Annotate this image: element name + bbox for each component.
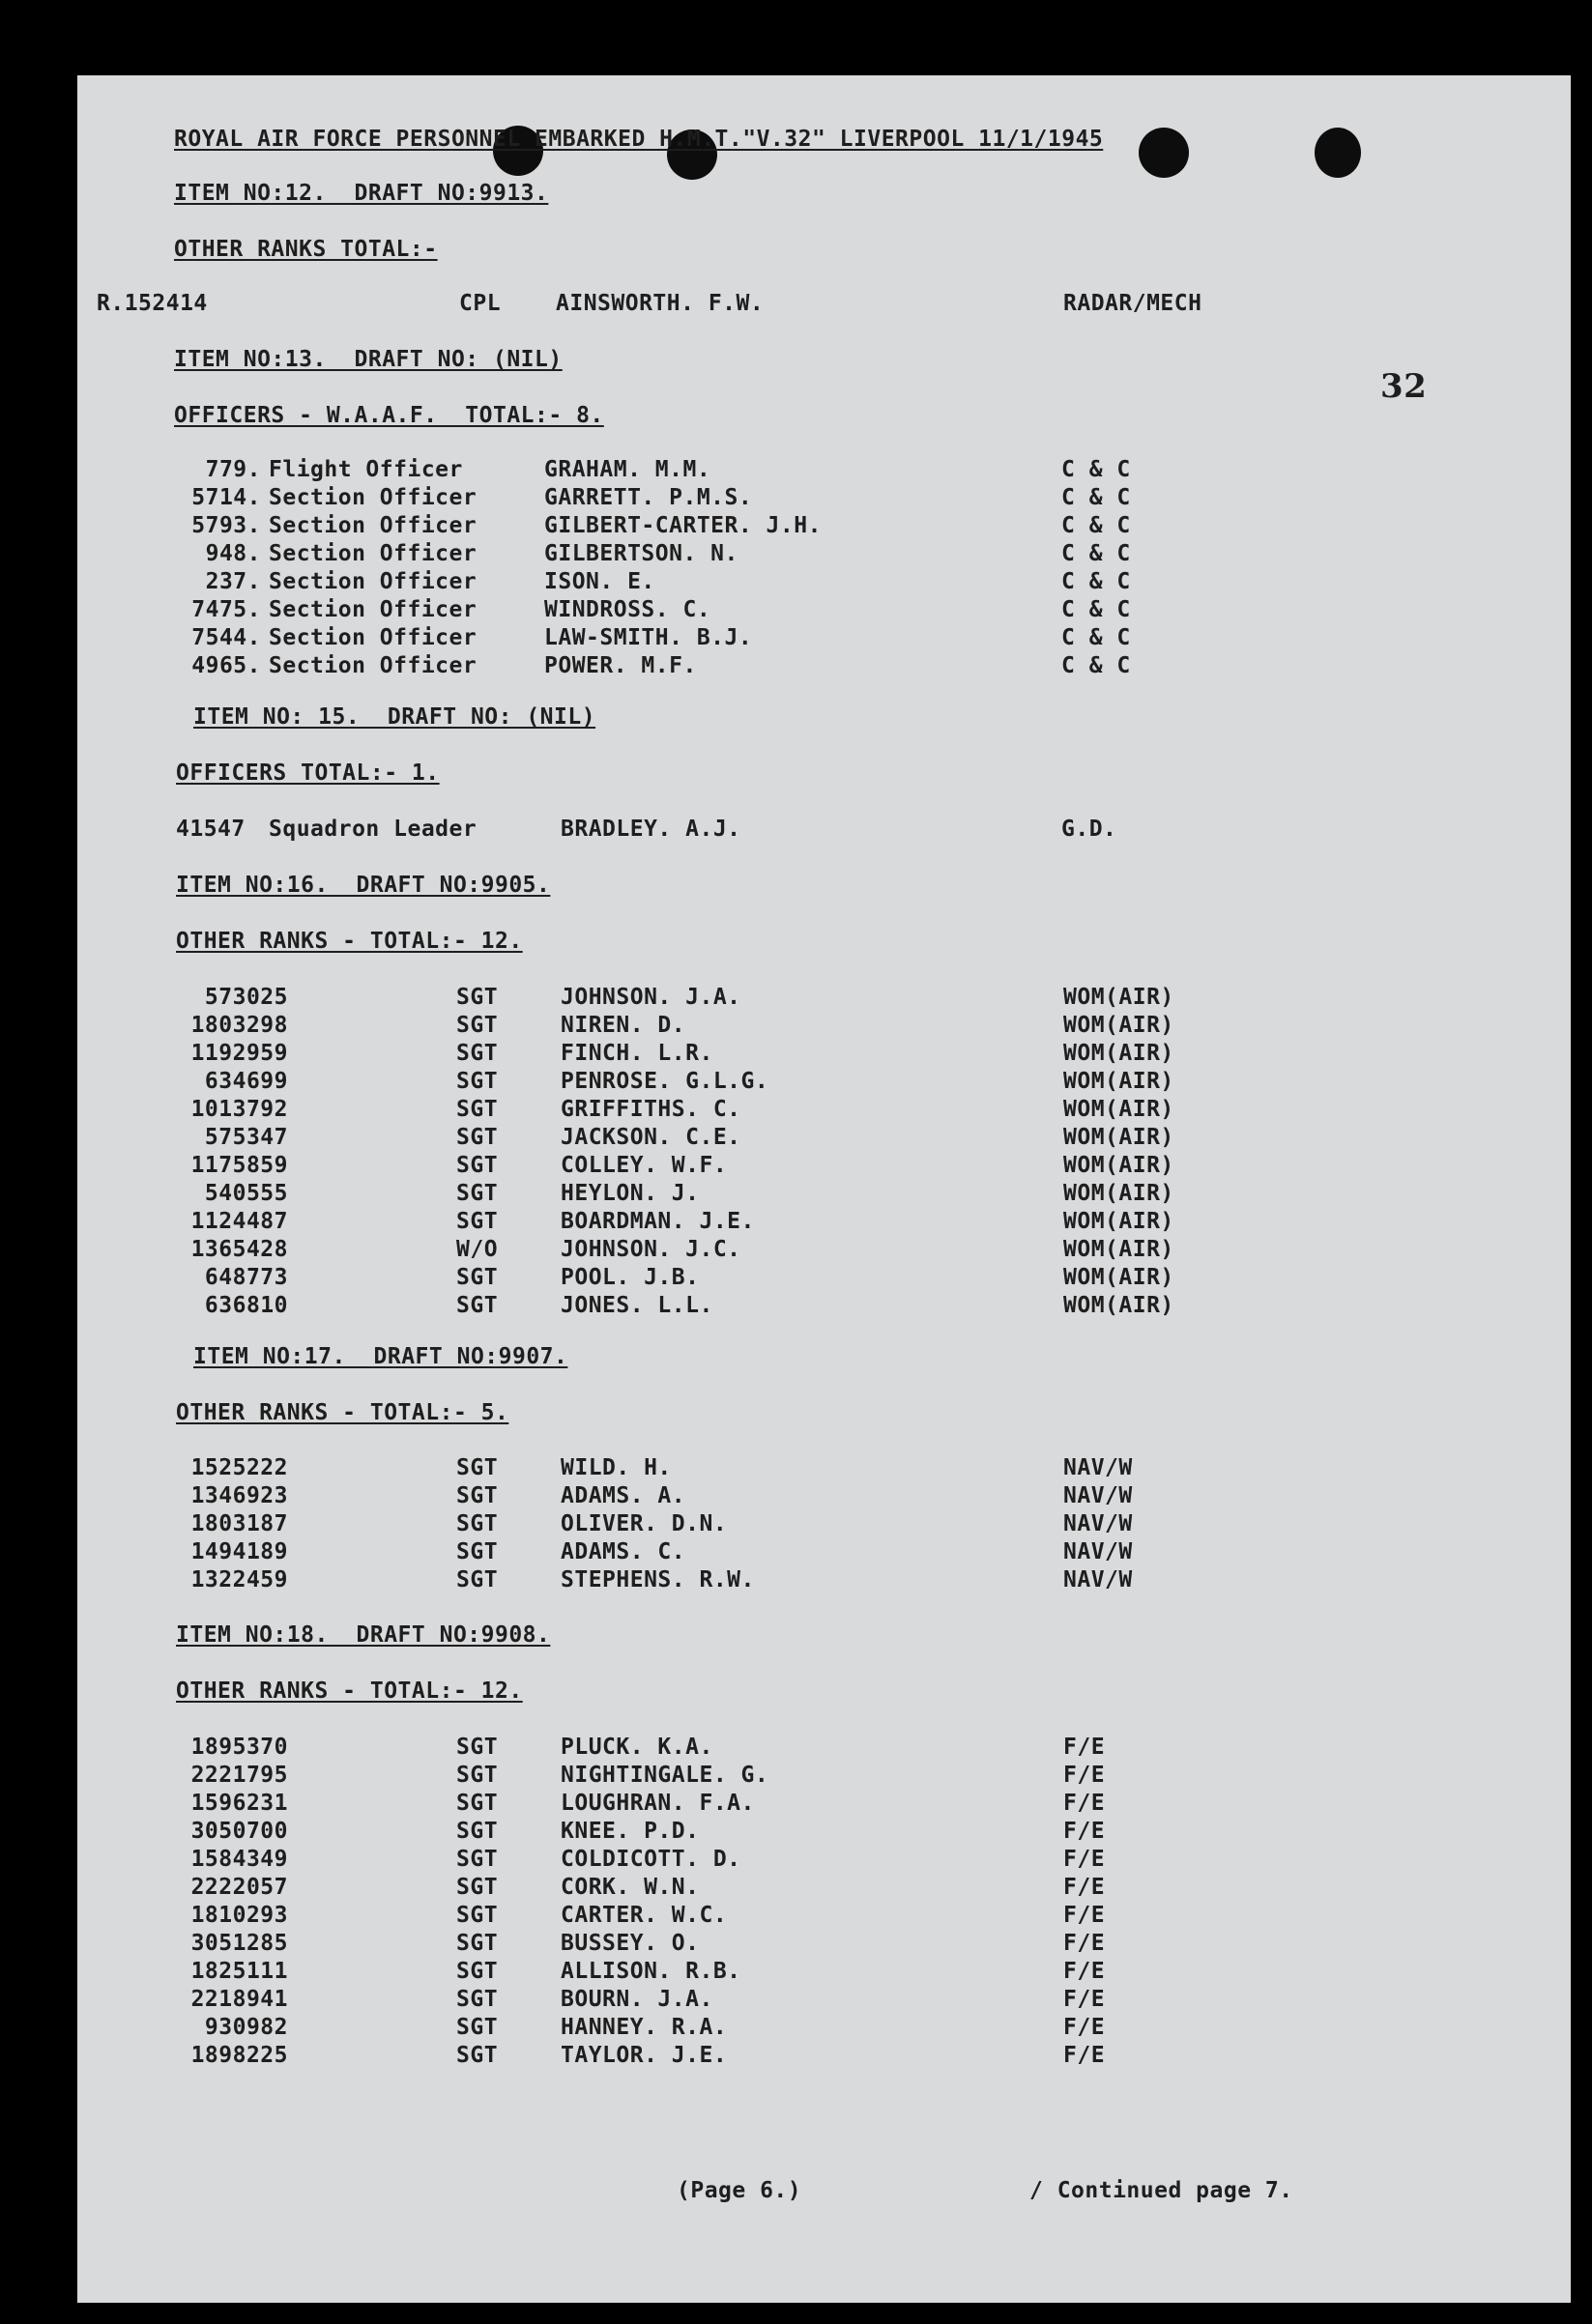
service-number: 1494189 <box>190 1539 288 1564</box>
rank: SGT <box>456 1931 499 1956</box>
personnel-row <box>77 1152 1571 1180</box>
service-number: 779. <box>205 457 261 482</box>
service-number: 1124487 <box>190 1209 288 1234</box>
personnel-row <box>77 512 1571 540</box>
service-number: 1825111 <box>190 1959 288 1984</box>
trade: C & C <box>1061 625 1131 650</box>
trade: F/E <box>1063 1791 1106 1816</box>
service-number: 41547 <box>176 817 246 842</box>
name: POWER. M.F. <box>544 653 697 678</box>
rank: SGT <box>456 2043 499 2068</box>
name: GILBERTSON. N. <box>544 541 738 566</box>
personnel-row <box>77 816 1571 844</box>
name: CARTER. W.C. <box>561 1903 728 1928</box>
personnel-row <box>77 1012 1571 1040</box>
trade: F/E <box>1063 1763 1106 1788</box>
service-number: 2222057 <box>190 1875 288 1900</box>
personnel-row <box>77 1510 1571 1538</box>
service-number: 948. <box>205 541 261 566</box>
trade: F/E <box>1063 1959 1106 1984</box>
rank: SGT <box>456 1483 499 1508</box>
service-number: 1584349 <box>190 1847 288 1872</box>
service-number: 1525222 <box>190 1455 288 1480</box>
name: JOHNSON. J.C. <box>561 1237 741 1262</box>
personnel-row <box>77 1068 1571 1096</box>
footer-continued: / Continued page 7. <box>1029 2178 1293 2203</box>
name: GRAHAM. M.M. <box>544 457 711 482</box>
name: GILBERT-CARTER. J.H. <box>544 513 822 538</box>
rank: SGT <box>456 1455 499 1480</box>
trade: F/E <box>1063 1903 1106 1928</box>
document-title: ROYAL AIR FORCE PERSONNEL EMBARKED H.M.T."V.32" LIVERPOOL 11/1/1945 <box>174 127 1104 152</box>
rank: SGT <box>456 1097 499 1122</box>
service-number: 4965. <box>191 653 261 678</box>
item-heading: ITEM NO:12. DRAFT NO:9913. <box>174 181 549 206</box>
personnel-row <box>77 1264 1571 1292</box>
rank: SGT <box>456 1013 499 1038</box>
service-number: 540555 <box>204 1181 288 1206</box>
item-heading: ITEM NO:17. DRAFT NO:9907. <box>193 1344 568 1369</box>
name: BUSSEY. O. <box>561 1931 700 1956</box>
trade: F/E <box>1063 1987 1106 2012</box>
name: WINDROSS. C. <box>544 597 711 622</box>
service-number: 575347 <box>204 1125 288 1150</box>
name: FINCH. L.R. <box>561 1041 713 1066</box>
personnel-row <box>77 1762 1571 1790</box>
service-number: 3051285 <box>190 1931 288 1956</box>
page-marker: 32 <box>1380 367 1428 406</box>
service-number: 648773 <box>204 1265 288 1290</box>
name: POOL. J.B. <box>561 1265 700 1290</box>
name: JACKSON. C.E. <box>561 1125 741 1150</box>
name: OLIVER. D.N. <box>561 1511 728 1536</box>
name: ADAMS. C. <box>561 1539 686 1564</box>
service-number: 1322459 <box>190 1567 288 1592</box>
trade: C & C <box>1061 597 1131 622</box>
service-number: 1596231 <box>190 1791 288 1816</box>
rank: Section Officer <box>269 485 478 510</box>
trade: F/E <box>1063 1847 1106 1872</box>
trade: WOM(AIR) <box>1063 1181 1174 1206</box>
name: COLLEY. W.F. <box>561 1153 728 1178</box>
service-number: 1175859 <box>190 1153 288 1178</box>
name: HANNEY. R.A. <box>561 2015 728 2040</box>
trade: F/E <box>1063 1931 1106 1956</box>
service-number: 1365428 <box>190 1237 288 1262</box>
service-number: 7544. <box>191 625 261 650</box>
personnel-row <box>77 2042 1571 2070</box>
rank: SGT <box>456 1819 499 1844</box>
rank: SGT <box>456 1903 499 1928</box>
total-heading: OTHER RANKS - TOTAL:- 12. <box>176 1678 523 1704</box>
personnel-row <box>77 1040 1571 1068</box>
personnel-row <box>77 1790 1571 1818</box>
personnel-row <box>77 568 1571 596</box>
total-heading: OTHER RANKS - TOTAL:- 12. <box>176 929 523 954</box>
personnel-row <box>77 1208 1571 1236</box>
personnel-row <box>77 1236 1571 1264</box>
rank: SGT <box>456 1987 499 2012</box>
rank: SGT <box>456 1567 499 1592</box>
service-number: 573025 <box>204 985 288 1010</box>
personnel-row <box>77 1818 1571 1846</box>
trade: RADAR/MECH <box>1063 291 1202 316</box>
personnel-row <box>77 1930 1571 1958</box>
trade: C & C <box>1061 569 1131 594</box>
service-number: 2221795 <box>190 1763 288 1788</box>
name: ADAMS. A. <box>561 1483 686 1508</box>
trade: F/E <box>1063 1735 1106 1760</box>
trade: NAV/W <box>1063 1511 1133 1536</box>
trade: C & C <box>1061 653 1131 678</box>
rank: SGT <box>456 1209 499 1234</box>
trade: WOM(AIR) <box>1063 1069 1174 1094</box>
total-heading: OTHER RANKS - TOTAL:- 5. <box>176 1400 509 1425</box>
rank: SGT <box>456 1181 499 1206</box>
trade: G.D. <box>1061 817 1117 842</box>
item-heading: ITEM NO:13. DRAFT NO: (NIL) <box>174 347 563 372</box>
trade: WOM(AIR) <box>1063 1041 1174 1066</box>
rank: SGT <box>456 1511 499 1536</box>
personnel-row <box>77 1986 1571 2014</box>
rank: SGT <box>456 2015 499 2040</box>
personnel-row <box>77 1874 1571 1902</box>
trade: WOM(AIR) <box>1063 985 1174 1010</box>
name: NIREN. D. <box>561 1013 686 1038</box>
service-number: 930982 <box>204 2015 288 2040</box>
personnel-row <box>77 1734 1571 1762</box>
trade: WOM(AIR) <box>1063 1125 1174 1150</box>
service-number: R.152414 <box>97 291 208 316</box>
service-number: 1803187 <box>190 1511 288 1536</box>
name: ALLISON. R.B. <box>561 1959 741 1984</box>
trade: WOM(AIR) <box>1063 1293 1174 1318</box>
rank: SGT <box>456 1735 499 1760</box>
name: KNEE. P.D. <box>561 1819 700 1844</box>
trade: F/E <box>1063 1819 1106 1844</box>
name: LOUGHRAN. F.A. <box>561 1791 755 1816</box>
rank: SGT <box>456 1041 499 1066</box>
rank: SGT <box>456 1153 499 1178</box>
trade: NAV/W <box>1063 1455 1133 1480</box>
service-number: 636810 <box>204 1293 288 1318</box>
footer-page-number: (Page 6.) <box>677 2178 802 2203</box>
personnel-row <box>77 2014 1571 2042</box>
personnel-row <box>77 1846 1571 1874</box>
name: BOARDMAN. J.E. <box>561 1209 755 1234</box>
rank: SGT <box>456 1791 499 1816</box>
trade: C & C <box>1061 513 1131 538</box>
name: LAW-SMITH. B.J. <box>544 625 753 650</box>
rank: W/O <box>456 1237 499 1262</box>
rank: SGT <box>456 1293 499 1318</box>
personnel-row <box>77 624 1571 652</box>
trade: WOM(AIR) <box>1063 1237 1174 1262</box>
name: BOURN. J.A. <box>561 1987 713 2012</box>
personnel-row <box>77 1096 1571 1124</box>
service-number: 3050700 <box>190 1819 288 1844</box>
name: PENROSE. G.L.G. <box>561 1069 769 1094</box>
trade: WOM(AIR) <box>1063 1209 1174 1234</box>
rank: Flight Officer <box>269 457 463 482</box>
trade: C & C <box>1061 457 1131 482</box>
personnel-row <box>77 1566 1571 1594</box>
rank: Section Officer <box>269 597 478 622</box>
personnel-row <box>77 596 1571 624</box>
rank: Section Officer <box>269 653 478 678</box>
trade: WOM(AIR) <box>1063 1013 1174 1038</box>
rank: SGT <box>456 985 499 1010</box>
service-number: 1895370 <box>190 1735 288 1760</box>
punch-hole-right <box>1139 128 1189 178</box>
rank: SGT <box>456 1847 499 1872</box>
trade: WOM(AIR) <box>1063 1097 1174 1122</box>
rank: Section Officer <box>269 541 478 566</box>
personnel-row <box>77 1180 1571 1208</box>
service-number: 1898225 <box>190 2043 288 2068</box>
name: AINSWORTH. F.W. <box>556 291 765 316</box>
name: PLUCK. K.A. <box>561 1735 713 1760</box>
service-number: 2218941 <box>190 1987 288 2012</box>
name: JONES. L.L. <box>561 1293 713 1318</box>
name: ISON. E. <box>544 569 655 594</box>
personnel-row <box>77 484 1571 512</box>
service-number: 1192959 <box>190 1041 288 1066</box>
trade: F/E <box>1063 2043 1106 2068</box>
personnel-row <box>77 1292 1571 1320</box>
trade: C & C <box>1061 541 1131 566</box>
rank: Section Officer <box>269 625 478 650</box>
personnel-row <box>77 290 1571 318</box>
trade: C & C <box>1061 485 1131 510</box>
personnel-row <box>77 540 1571 568</box>
name: WILD. H. <box>561 1455 672 1480</box>
personnel-row <box>77 652 1571 680</box>
rank: Squadron Leader <box>269 817 478 842</box>
rank: SGT <box>456 1125 499 1150</box>
personnel-row <box>77 1902 1571 1930</box>
personnel-row <box>77 1538 1571 1566</box>
rank: Section Officer <box>269 569 478 594</box>
total-heading: OTHER RANKS TOTAL:- <box>174 237 438 262</box>
trade: F/E <box>1063 2015 1106 2040</box>
name: HEYLON. J. <box>561 1181 700 1206</box>
trade: F/E <box>1063 1875 1106 1900</box>
trade: NAV/W <box>1063 1483 1133 1508</box>
rank: SGT <box>456 1763 499 1788</box>
service-number: 7475. <box>191 597 261 622</box>
name: JOHNSON. J.A. <box>561 985 741 1010</box>
name: GRIFFITHS. C. <box>561 1097 741 1122</box>
item-heading: ITEM NO:16. DRAFT NO:9905. <box>176 873 551 898</box>
trade: WOM(AIR) <box>1063 1153 1174 1178</box>
trade: WOM(AIR) <box>1063 1265 1174 1290</box>
rank: SGT <box>456 1875 499 1900</box>
item-heading: ITEM NO:18. DRAFT NO:9908. <box>176 1622 551 1648</box>
service-number: 634699 <box>204 1069 288 1094</box>
personnel-row <box>77 984 1571 1012</box>
rank: SGT <box>456 1265 499 1290</box>
service-number: 5714. <box>191 485 261 510</box>
name: BRADLEY. A.J. <box>561 817 741 842</box>
personnel-row <box>77 1124 1571 1152</box>
personnel-row <box>77 1454 1571 1482</box>
service-number: 1013792 <box>190 1097 288 1122</box>
personnel-row <box>77 1958 1571 1986</box>
rank: SGT <box>456 1069 499 1094</box>
service-number: 1346923 <box>190 1483 288 1508</box>
personnel-row <box>77 1482 1571 1510</box>
total-heading: OFFICERS TOTAL:- 1. <box>176 760 440 786</box>
service-number: 1810293 <box>190 1903 288 1928</box>
rank: Section Officer <box>269 513 478 538</box>
service-number: 5793. <box>191 513 261 538</box>
document-page <box>77 75 1571 2303</box>
name: STEPHENS. R.W. <box>561 1567 755 1592</box>
trade: NAV/W <box>1063 1539 1133 1564</box>
rank: SGT <box>456 1959 499 1984</box>
punch-hole-far-right <box>1315 128 1361 178</box>
name: NIGHTINGALE. G. <box>561 1763 769 1788</box>
rank: SGT <box>456 1539 499 1564</box>
item-heading: ITEM NO: 15. DRAFT NO: (NIL) <box>193 704 596 730</box>
personnel-row <box>77 456 1571 484</box>
service-number: 1803298 <box>190 1013 288 1038</box>
name: GARRETT. P.M.S. <box>544 485 753 510</box>
rank: CPL <box>459 291 502 316</box>
service-number: 237. <box>205 569 261 594</box>
name: TAYLOR. J.E. <box>561 2043 728 2068</box>
name: CORK. W.N. <box>561 1875 700 1900</box>
trade: NAV/W <box>1063 1567 1133 1592</box>
name: COLDICOTT. D. <box>561 1847 741 1872</box>
total-heading: OFFICERS - W.A.A.F. TOTAL:- 8. <box>174 403 604 428</box>
